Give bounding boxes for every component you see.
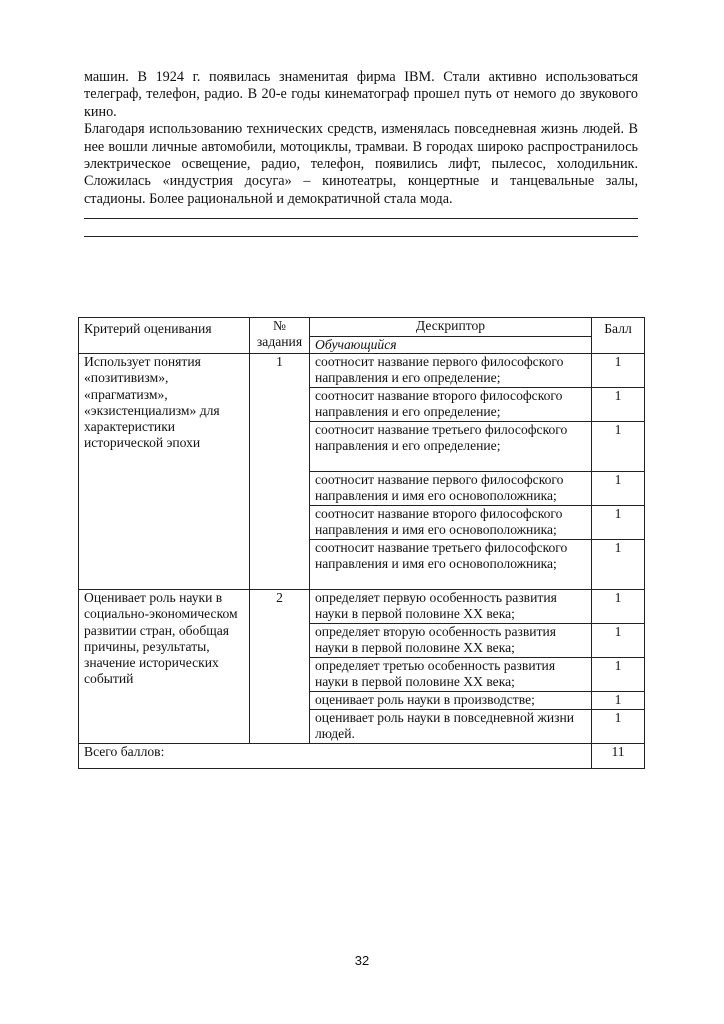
header-descriptor: Дескриптор (310, 318, 592, 337)
page-number: 32 (354, 953, 370, 968)
descriptor-cell: соотносит название второго философского направления и его определение; (310, 388, 592, 422)
score-cell: 1 (592, 540, 645, 590)
task-number-cell-2: 2 (250, 590, 310, 744)
descriptor-cell: определяет третью особенность развития науки в первой половине XX века; (310, 658, 592, 692)
header-score: Балл (592, 318, 645, 354)
header-task-number: № задания (250, 318, 310, 354)
criterion-cell-1: Использует понятия «позитивизм», «прагматизм», «экзистенциализм» для характеристики исторической эпохи (79, 354, 250, 590)
score-cell: 1 (592, 506, 645, 540)
table-header-row (79, 318, 645, 337)
total-label: Всего баллов: (79, 744, 592, 769)
answer-line-1[interactable] (84, 218, 638, 219)
total-row (79, 744, 645, 769)
assessment-criteria-table (78, 317, 645, 769)
descriptor-cell: определяет первую особенность развития науки в первой половине XX века; (310, 590, 592, 624)
descriptor-cell: соотносит название третьего философского направления и его определение; (310, 422, 592, 472)
criterion-cell-2: Оценивает роль науки в социально-экономическом развитии стран, обобщая причины, результаты, значение исторических событий (79, 590, 250, 744)
score-cell: 1 (592, 658, 645, 692)
intro-paragraph-1: машин. В 1924 г. появилась знаменитая фирма IBM. Стали активно использоваться телеграф, телефон, радио. В 20-е годы кинематограф прошел путь от немого до звукового кино. (84, 69, 638, 120)
task-number-cell-1: 1 (250, 354, 310, 590)
descriptor-cell: определяет вторую особенность развития науки в первой половине XX века; (310, 624, 592, 658)
header-descriptor-sub: Обучающийся (310, 337, 592, 354)
score-cell: 1 (592, 472, 645, 506)
score-cell: 1 (592, 354, 645, 388)
answer-line-2[interactable] (84, 236, 638, 237)
header-criterion: Критерий оценивания (79, 318, 250, 354)
intro-paragraph-2: Благодаря использованию технических средств, изменялась повседневная жизнь людей. В нее вошли личные автомобили, мотоциклы, трамваи. В городах широко распространилось электрическое освещение, радио, телефон, появились лифт, пылесос, холодильник. Сложилась «индустрия досуга» – кинотеатры, концертные и танцевальные залы, стадионы. Более рациональной и демократичной стала мода. (84, 121, 638, 207)
score-cell: 1 (592, 710, 645, 744)
descriptor-cell: оценивает роль науки в повседневной жизни людей. (310, 710, 592, 744)
score-cell: 1 (592, 590, 645, 624)
descriptor-cell: соотносит название второго философского направления и имя его основоположника; (310, 506, 592, 540)
descriptor-cell: соотносит название третьего философского направления и имя его основоположника; (310, 540, 592, 590)
descriptor-cell: соотносит название первого философского направления и имя его основоположника; (310, 472, 592, 506)
score-cell: 1 (592, 388, 645, 422)
score-cell: 1 (592, 422, 645, 472)
table-row (79, 354, 645, 388)
table-row (79, 590, 645, 624)
descriptor-cell: соотносит название первого философского направления и его определение; (310, 354, 592, 388)
total-score: 11 (592, 744, 645, 769)
intro-text (84, 69, 638, 208)
score-cell: 1 (592, 624, 645, 658)
descriptor-cell: оценивает роль науки в производстве; (310, 692, 592, 710)
score-cell: 1 (592, 692, 645, 710)
